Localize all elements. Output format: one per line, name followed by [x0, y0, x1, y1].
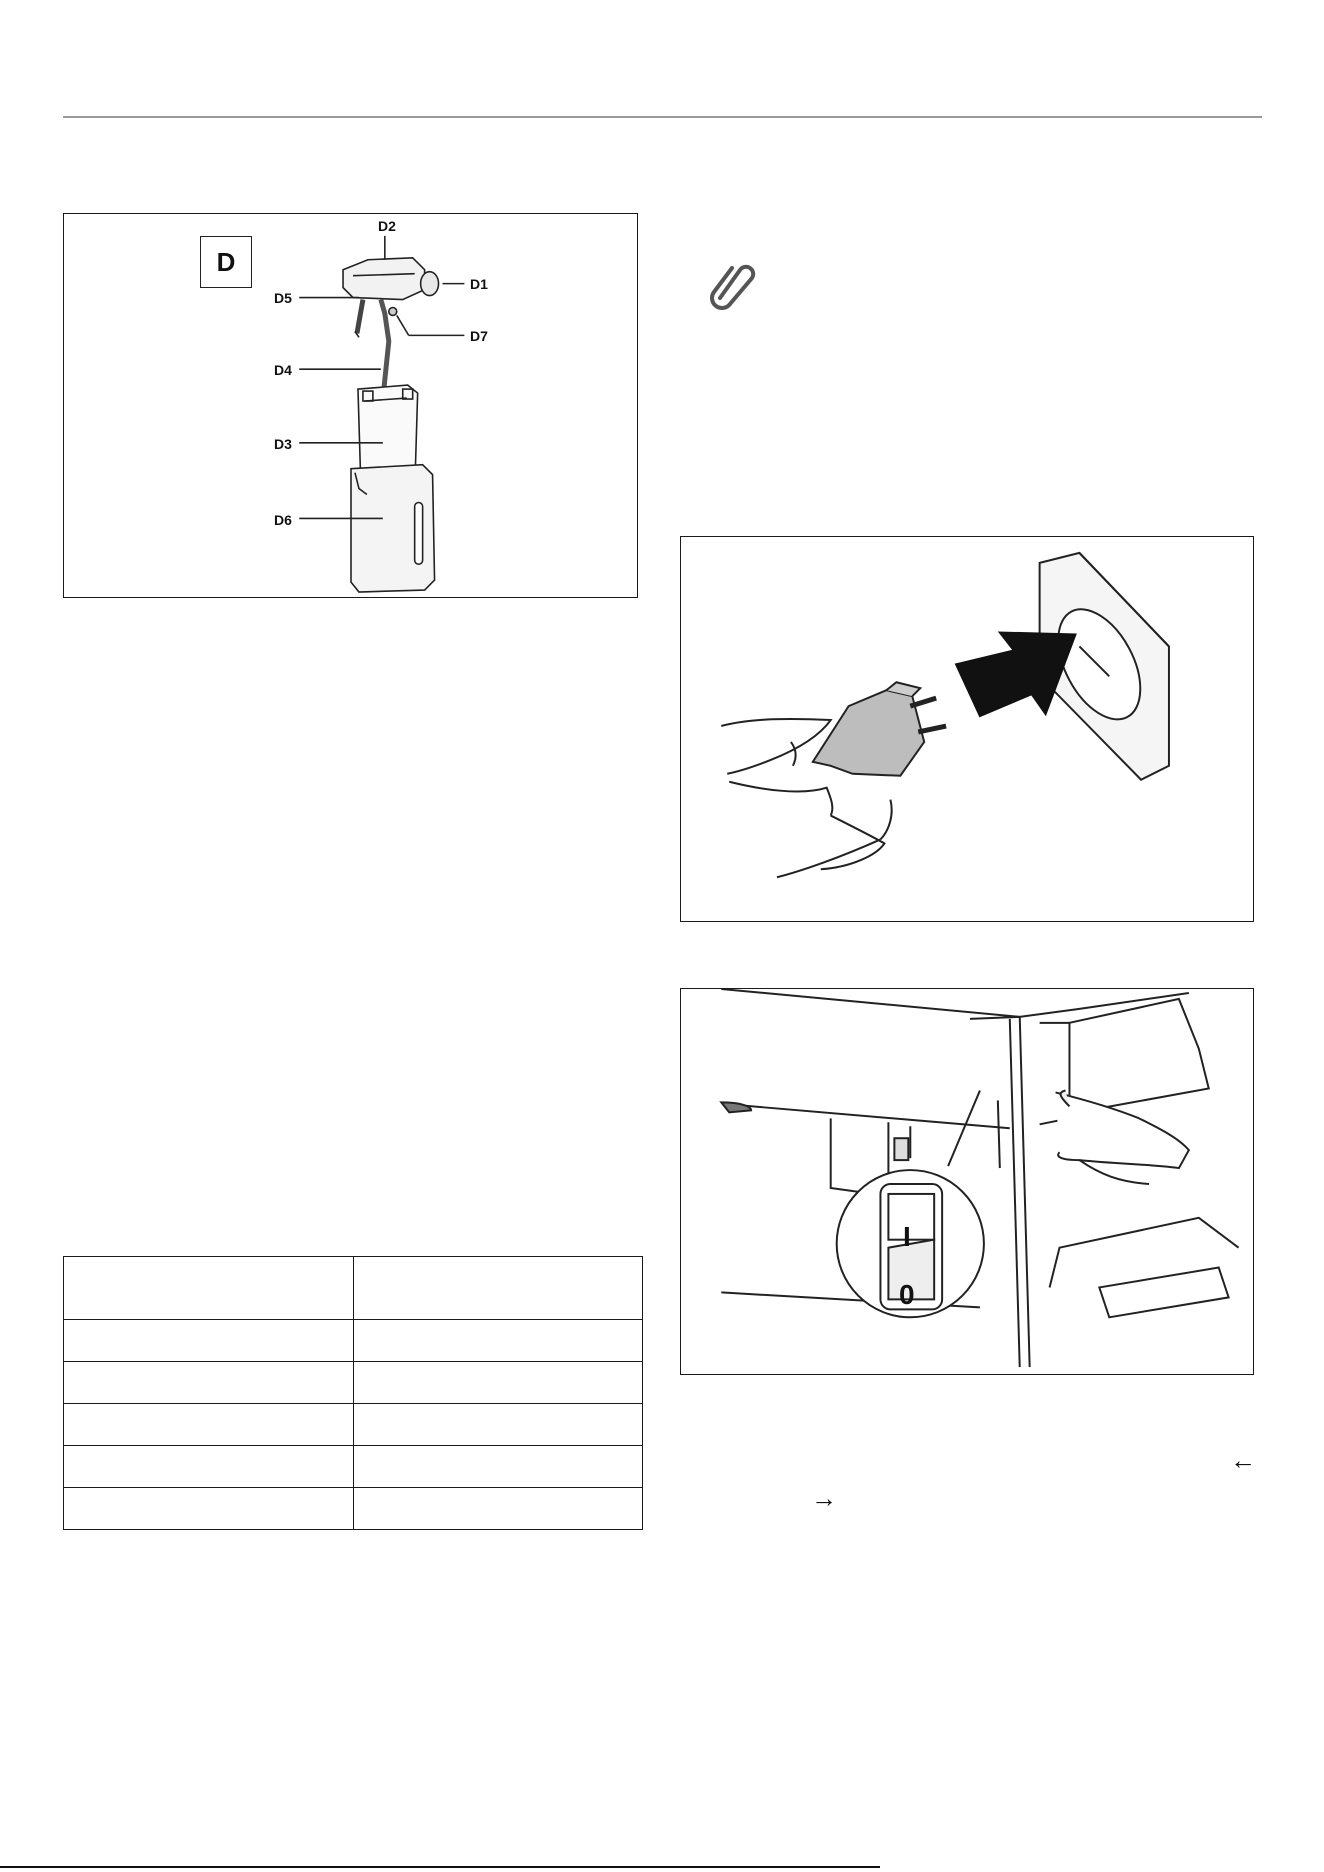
- table-cell: [353, 1446, 643, 1488]
- callout-d6: D6: [274, 512, 292, 528]
- figure-letter: D: [200, 236, 252, 288]
- header-rule: [63, 116, 1262, 118]
- table-cell: [64, 1257, 354, 1320]
- table-row: [64, 1320, 643, 1362]
- arrow-right-icon: →: [811, 1483, 837, 1513]
- switch-on-label: I: [903, 1221, 911, 1252]
- table-row: [64, 1488, 643, 1530]
- callout-d3: D3: [274, 436, 292, 452]
- table-row: [64, 1257, 643, 1320]
- table-cell: [353, 1362, 643, 1404]
- table-cell: [64, 1362, 354, 1404]
- callout-d2: D2: [378, 218, 396, 234]
- footer-rule: [0, 1866, 880, 1868]
- switch-off-label: 0: [899, 1279, 915, 1310]
- table-cell: [64, 1446, 354, 1488]
- table-cell: [353, 1320, 643, 1362]
- power-switch-illustration: [681, 989, 1253, 1374]
- table-row: [64, 1362, 643, 1404]
- milk-container-illustration: [64, 214, 637, 597]
- arrow-left-icon: ←: [1230, 1445, 1256, 1475]
- figure-power-switch: [680, 988, 1254, 1375]
- callout-d4: D4: [274, 362, 292, 378]
- plug-socket-illustration: [681, 537, 1253, 921]
- table-cell: [64, 1320, 354, 1362]
- table-cell: [353, 1257, 643, 1320]
- table-cell: [64, 1404, 354, 1446]
- spec-table: [63, 1256, 643, 1530]
- callout-d1: D1: [470, 276, 488, 292]
- table-cell: [353, 1404, 643, 1446]
- callout-d5: D5: [274, 290, 292, 306]
- table-row: [64, 1446, 643, 1488]
- table-row: [64, 1404, 643, 1446]
- figure-plug-socket: [680, 536, 1254, 922]
- table-cell: [353, 1488, 643, 1530]
- paperclip-icon: [706, 258, 758, 310]
- callout-d7: D7: [470, 328, 488, 344]
- figure-milk-container: [63, 213, 638, 598]
- table-cell: [64, 1488, 354, 1530]
